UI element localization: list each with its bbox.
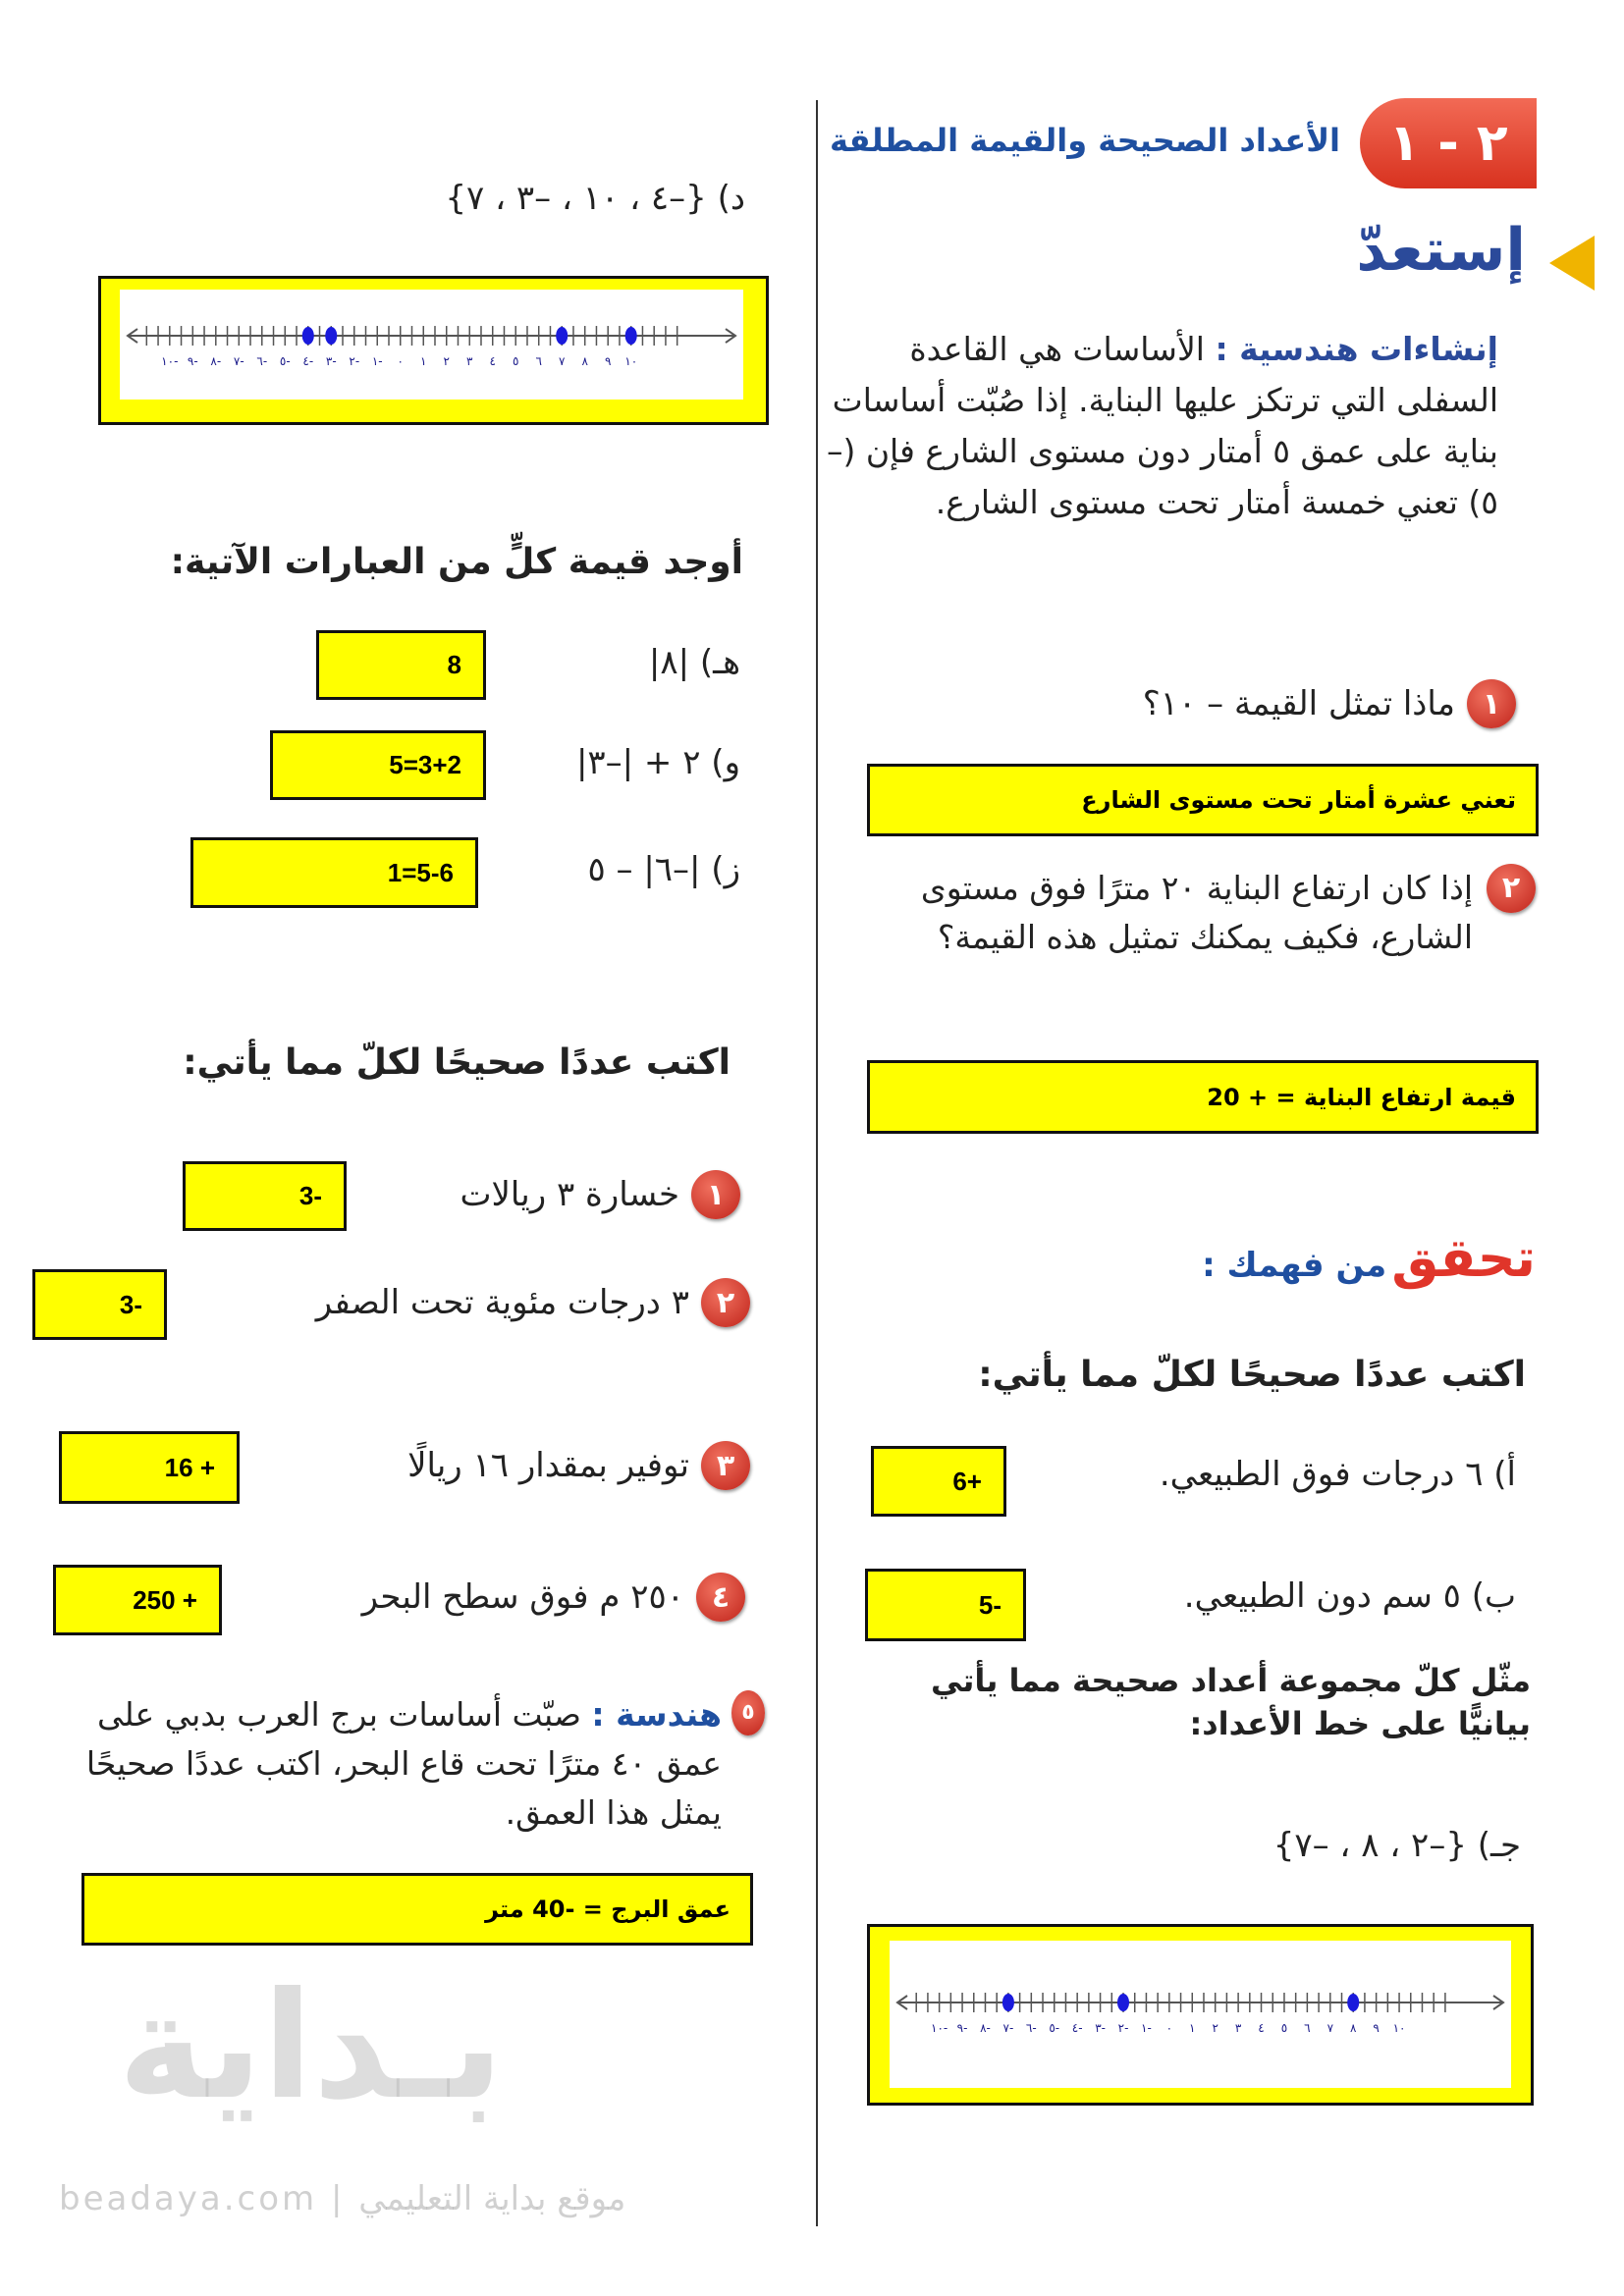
intro-keyword: إنشاءات هندسية :	[1215, 330, 1498, 368]
tick-label: ٣	[1234, 2021, 1242, 2035]
tick-label: ٥-	[279, 354, 291, 369]
answer-box[interactable]: 3-	[183, 1161, 347, 1231]
tick-label: ٧-	[1002, 2021, 1014, 2035]
tick-label: ٩-	[187, 354, 198, 369]
abs-heading: أوجد قيمة كلٍّ من العبارات الآتية:	[170, 542, 743, 582]
tick-label: ٧	[558, 354, 566, 369]
tick-label: ٧	[1326, 2021, 1334, 2035]
write-item-2	[316, 1278, 750, 1327]
data-point	[1117, 1994, 1129, 2011]
tick-label: ٣-	[1095, 2021, 1106, 2035]
tick-label: ٠	[397, 354, 404, 369]
tick-label: ٣-	[325, 354, 337, 369]
tick-label: ٦	[535, 354, 542, 369]
ready-heading: إستعدّ	[1356, 216, 1526, 285]
geometry-text: صبّت أساسات برج العرب بدبي على عمق ٤٠ مترًا تحت قاع البحر، اكتب عددًا صحيحًا يمثل هذا العمق.	[85, 1695, 722, 1832]
answer-box[interactable]: عمق البرج = -40 متر	[81, 1873, 753, 1946]
check-red: تحقق	[1391, 1227, 1536, 1289]
arrow-icon	[1549, 236, 1595, 291]
tick-label: ٤-	[1071, 2021, 1083, 2035]
set-c-label: جـ) {–٢ ، ٨ ، –٧}	[1272, 1826, 1521, 1865]
data-point	[625, 327, 637, 345]
write-item-4	[362, 1573, 745, 1622]
question-text: إذا كان ارتفاع البناية ٢٠ مترًا فوق مستوى الشارع، فكيف يمكنك تمثيل هذه القيمة؟	[920, 869, 1473, 956]
intro-paragraph	[821, 324, 1498, 528]
tick-label: ٨-	[210, 354, 222, 369]
item-text: ٢٥٠ م فوق سطح البحر	[361, 1577, 684, 1617]
data-point	[1002, 1994, 1014, 2011]
number-badge: ١	[1467, 679, 1516, 728]
answer-box[interactable]: 6+	[871, 1446, 1006, 1517]
tick-label: ١٠-	[161, 354, 179, 369]
tick-label: ٦-	[1025, 2021, 1037, 2035]
write-item-3	[407, 1441, 750, 1490]
tick-label: ٥	[512, 354, 519, 369]
answer-box[interactable]: 5=3+2	[270, 730, 486, 800]
tick-label: ٦	[1304, 2021, 1311, 2035]
number-badge: ٤	[696, 1573, 745, 1622]
abs-item-f: و) ٢ + |–٣|	[575, 743, 740, 782]
answer-box[interactable]: 8	[316, 630, 486, 700]
item-text: خسارة ٣ ريالات	[460, 1175, 679, 1214]
tick-label: ٢-	[1117, 2021, 1129, 2035]
data-point	[1347, 1994, 1359, 2011]
tick-label: ٦-	[256, 354, 268, 369]
number-badge: ٣	[701, 1441, 750, 1490]
tick-label: ٩	[604, 354, 612, 369]
item-text: توفير بمقدار ١٦ ريالًا	[407, 1446, 689, 1485]
tick-label: ٨	[1349, 2021, 1357, 2035]
tick-label: ٨-	[980, 2021, 991, 2035]
answer-box[interactable]: تعني عشرة أمتار تحت مستوى الشارع	[867, 764, 1539, 836]
tick-label: ١٠	[624, 354, 638, 369]
item-text: ٣ درجات مئوية تحت الصفر	[315, 1283, 689, 1322]
tick-label: ٥	[1280, 2021, 1288, 2035]
tick-label: ٢-	[349, 354, 360, 369]
question-2	[868, 864, 1536, 962]
represent-heading: مثّل كلّ مجموعة أعداد صحيحة مما يأتي بيانيًّا على خط الأعداد:	[930, 1662, 1531, 1742]
tick-label: ١	[420, 354, 427, 369]
number-line-box-c[interactable]	[867, 1924, 1534, 2106]
set-d-label: د) {–٤ ، ١٠ ، –٣ ، ٧}	[445, 179, 745, 218]
answer-box[interactable]: 5-	[865, 1569, 1026, 1641]
number-line-d	[120, 290, 743, 400]
answer-box[interactable]: 1=5-6	[190, 837, 478, 908]
watermark-site: beadaya.com | موقع بداية التعليمي	[59, 2179, 626, 2218]
data-point	[556, 327, 568, 345]
lesson-banner	[830, 98, 1537, 188]
lesson-number: ٢ - ١	[1360, 98, 1537, 188]
tick-label: ١-	[1141, 2021, 1152, 2035]
check-heading: اكتب عددًا صحيحًا لكلّ مما يأتي:	[978, 1355, 1526, 1395]
answer-box[interactable]: قيمة ارتفاع البناية = + 20	[867, 1060, 1539, 1134]
tick-label: ١٠-	[931, 2021, 948, 2035]
question-text: ماذا تمثل القيمة – ١٠؟	[1142, 684, 1455, 723]
number-line-box-d[interactable]	[98, 276, 769, 425]
tick-label: ٥-	[1049, 2021, 1060, 2035]
write-heading: اكتب عددًا صحيحًا لكلّ مما يأتي:	[183, 1042, 731, 1083]
number-badge: ٢	[1487, 864, 1536, 913]
check-item-a: أ) ٦ درجات فوق الطبيعي.	[1159, 1455, 1516, 1494]
question-1	[1143, 679, 1516, 728]
data-point	[325, 327, 337, 345]
tick-label: ٢	[1212, 2021, 1218, 2035]
watermark-logo: بـداية	[118, 1961, 504, 2132]
number-badge: ١	[691, 1170, 740, 1219]
answer-box[interactable]: 16 +	[59, 1431, 240, 1504]
tick-label: ٨	[581, 354, 588, 369]
check-blue: من فهمك :	[1202, 1246, 1387, 1285]
tick-label: ١-	[371, 354, 383, 369]
data-point	[302, 327, 314, 345]
tick-label: ٠	[1165, 2021, 1173, 2035]
tick-label: ٩-	[956, 2021, 968, 2035]
intro-text: الأساسات هي القاعدة السفلى التي ترتكز عليها البناية. إذا صُبّت أساسات بناية على عمق ٥ أمتار دون مستوى الشارع فإن (–٥) تعني خمسة أمتار تحت مستوى الشارع.	[826, 330, 1498, 521]
geometry-keyword: هندسة :	[591, 1695, 722, 1734]
geometry-question	[78, 1690, 765, 1838]
abs-item-g: ز) |–٦| – ٥	[587, 850, 740, 889]
tick-label: ٤	[489, 354, 496, 369]
column-divider	[816, 100, 818, 2226]
number-badge: ٥	[731, 1690, 765, 1735]
tick-label: ٣	[466, 354, 473, 369]
tick-label: ٧-	[233, 354, 244, 369]
tick-label: ٢	[443, 354, 450, 369]
answer-box[interactable]: 3-	[32, 1269, 167, 1340]
tick-label: ٤-	[302, 354, 314, 369]
tick-label: ٩	[1373, 2021, 1380, 2035]
write-item-1	[460, 1170, 740, 1219]
tick-label: ١	[1189, 2021, 1196, 2035]
number-badge: ٢	[701, 1278, 750, 1327]
answer-box[interactable]: 250 +	[53, 1565, 222, 1635]
check-item-b: ب) ٥ سم دون الطبيعي.	[1183, 1576, 1516, 1616]
number-line-c	[890, 1941, 1511, 2088]
abs-item-e: هـ) |٨|	[648, 643, 740, 682]
tick-label: ١٠	[1392, 2021, 1406, 2035]
lesson-title: الأعداد الصحيحة والقيمة المطلقة	[830, 122, 1340, 159]
check-understanding-heading	[1202, 1227, 1536, 1289]
tick-label: ٤	[1258, 2021, 1265, 2035]
